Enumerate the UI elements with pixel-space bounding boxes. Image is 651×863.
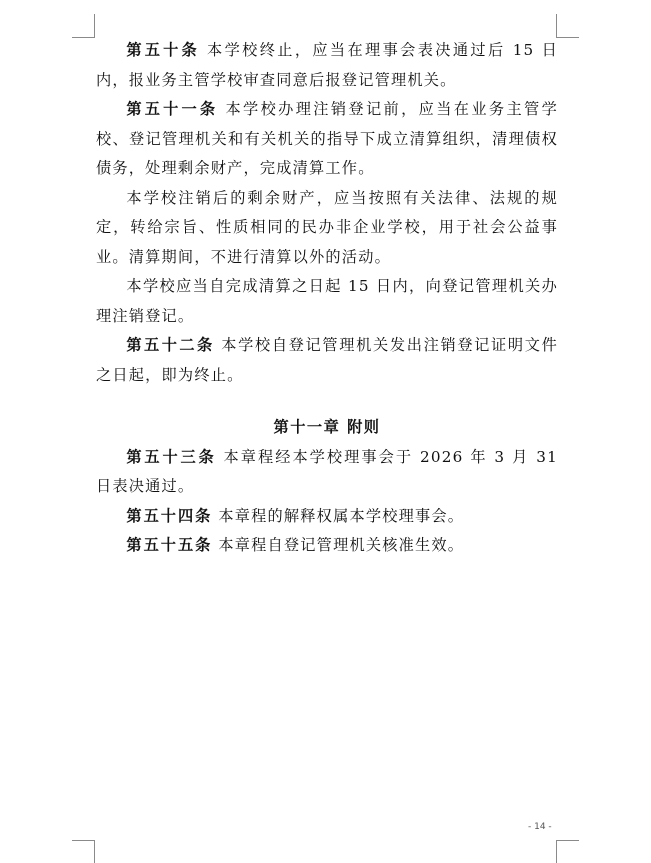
article-text: 本章程自登记管理机关核准生效。 [218,536,465,554]
article-52 [96,331,558,390]
article-text: 本学校自登记管理机关发出注销登记证明文件之日起，即为终止。 [96,336,559,384]
crop-mark-top-left [72,14,95,38]
article-number: 第五十一条 [126,100,219,118]
article-number: 第五十条 [126,41,200,59]
page-number: - 14 - [528,822,552,832]
article-54 [96,502,558,532]
article-55 [96,531,558,561]
crop-mark-bottom-right [556,840,579,863]
article-53 [96,443,558,502]
chapter-title: 第十一章 附则 [273,418,381,436]
article-number: 第五十四条 [126,506,213,525]
document-body [96,36,558,561]
article-51-paragraph-3 [96,272,558,331]
article-text: 本学校终止，应当在理事会表决通过后 15 日内，报业务主管学校审查同意后报登记管理机关。 [96,41,559,89]
article-text: 本章程经本学校理事会于 2026 年 3 月 31 日表决通过。 [96,447,559,495]
paragraph-text: 本学校应当自完成清算之日起 15 日内，向登记管理机关办理注销登记。 [96,277,558,325]
crop-mark-top-right [556,14,579,38]
article-number: 第五十三条 [126,447,217,466]
article-51-paragraph-2 [96,184,558,273]
article-text: 本章程的解释权属本学校理事会。 [218,506,465,525]
article-number: 第五十二条 [126,336,215,354]
article-number: 第五十五条 [126,536,213,554]
crop-mark-bottom-left [72,840,95,863]
article-51 [96,95,558,184]
article-text: 本学校办理注销登记前，应当在业务主管学校、登记管理机关和有关机关的指导下成立清算组织，清理债权债务，处理剩余财产，完成清算工作。 [96,100,558,177]
article-50 [96,36,558,95]
paragraph-text: 本学校注销后的剩余财产，应当按照有关法律、法规的规定，转给宗旨、性质相同的民办非企业学校，用于社会公益事业。清算期间，不进行清算以外的活动。 [96,188,558,266]
